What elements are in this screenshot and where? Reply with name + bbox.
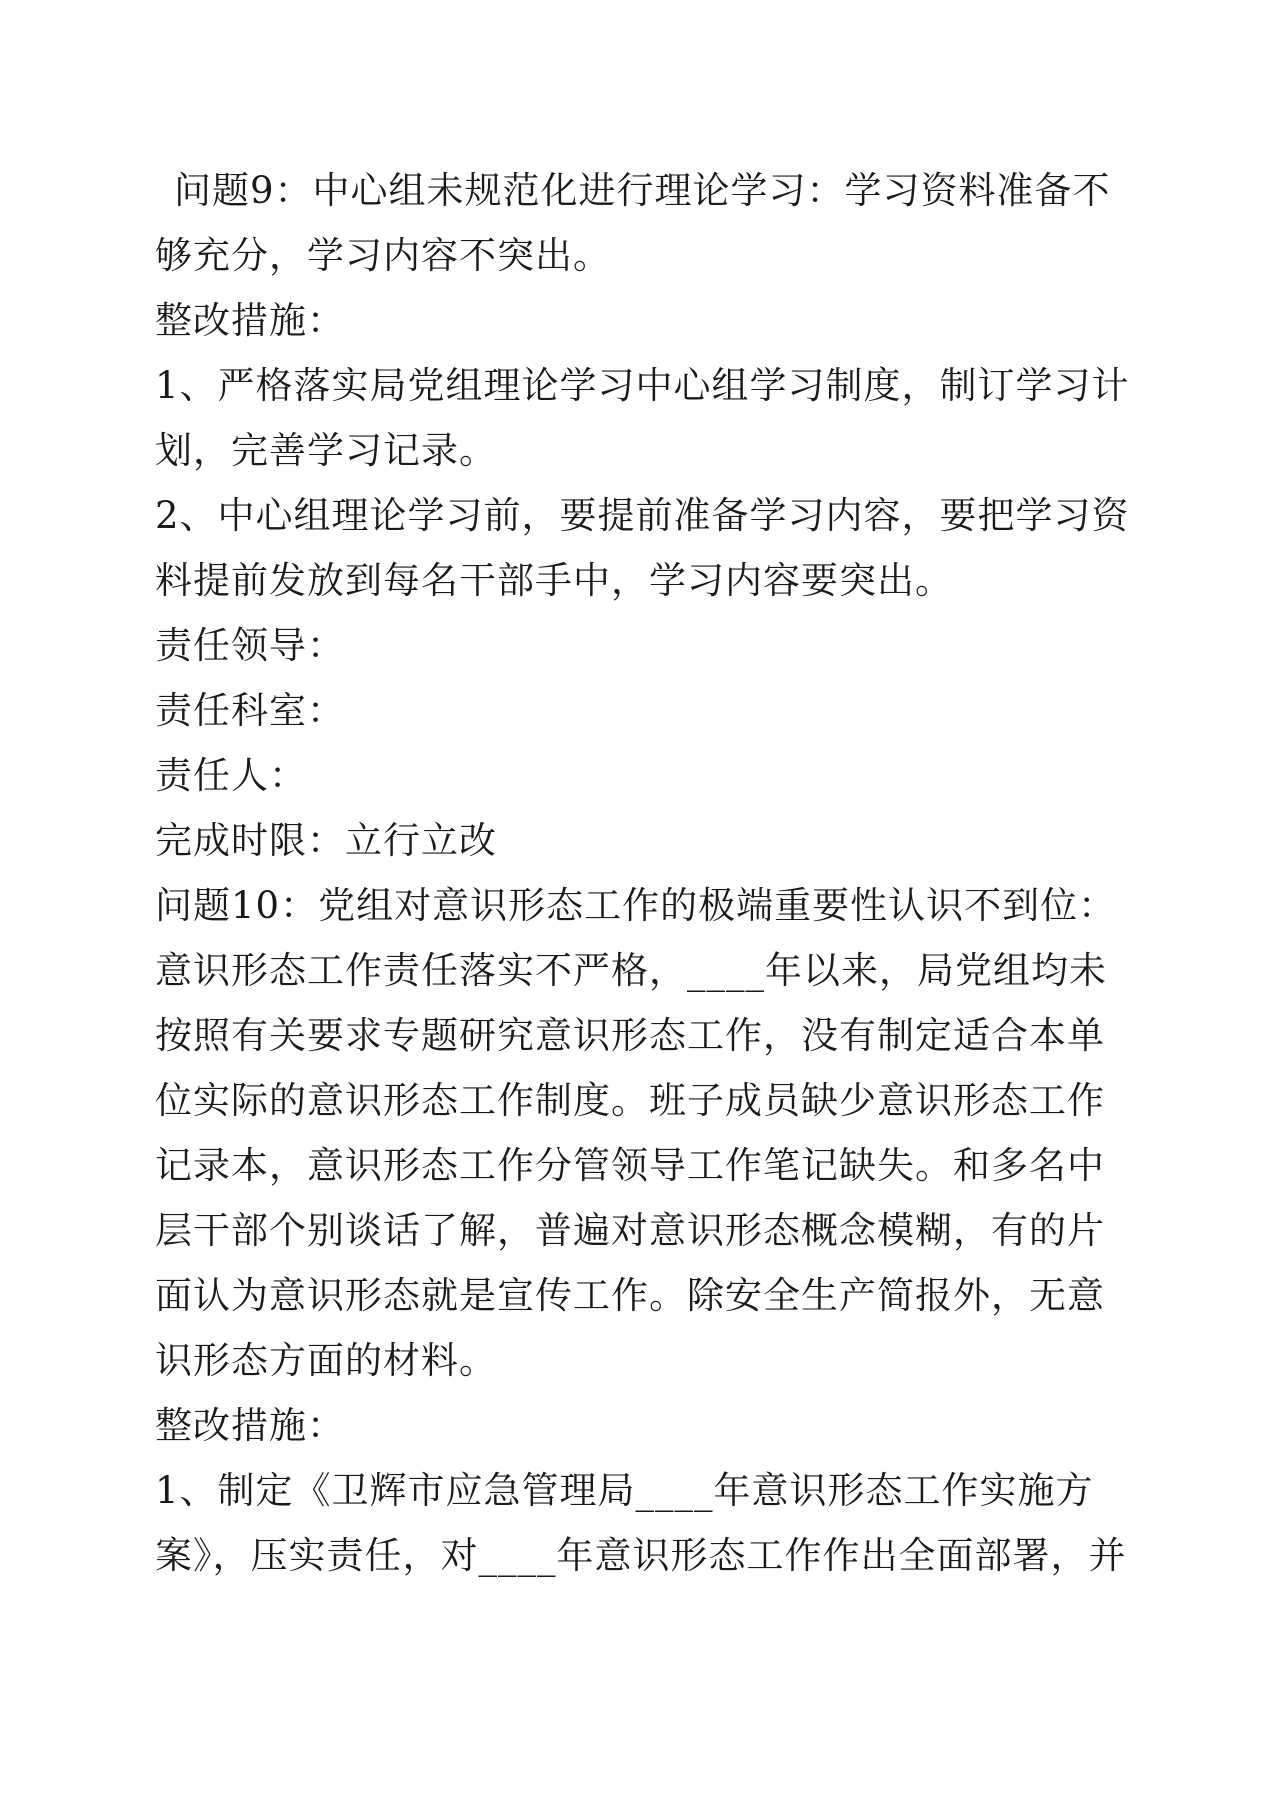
- problem-9-heading-line-2: 够充分，学习内容不突出。: [155, 234, 611, 277]
- measure-2-line-1: 2、中心组理论学习前，要提前准备学习内容，要把学习资: [155, 494, 1130, 537]
- completion-deadline: 完成时限：立行立改: [155, 819, 497, 862]
- measure-1-line-2: 划，完善学习记录。: [155, 429, 497, 472]
- measure-10-1-line-1: 1、制定《卫辉市应急管理局____年意识形态工作实施方: [155, 1469, 1094, 1512]
- rectification-measures-label: 整改措施：: [155, 299, 345, 342]
- problem-10-text-line-5: 层干部个别谈话了解，普遍对意识形态概念模糊，有的片: [155, 1209, 1105, 1252]
- problem-10-text-line-2: 按照有关要求专题研究意识形态工作，没有制定适合本单: [155, 1014, 1105, 1057]
- responsible-department-label: 责任科室：: [155, 689, 345, 732]
- rectification-measures-label-2: 整改措施：: [155, 1404, 345, 1447]
- problem-10-text-line-1: 意识形态工作责任落实不严格，____年以来，局党组均未: [155, 949, 1107, 992]
- problem-10-text-line-6: 面认为意识形态就是宣传工作。除安全生产简报外，无意: [155, 1274, 1105, 1317]
- problem-10-text-line-3: 位实际的意识形态工作制度。班子成员缺少意识形态工作: [155, 1079, 1105, 1122]
- problem-10-heading: 问题10：党组对意识形态工作的极端重要性认识不到位：: [155, 884, 1117, 927]
- measure-10-1-line-2: 案》，压实责任，对____年意识形态工作作出全面部署，并: [155, 1534, 1127, 1577]
- problem-9-heading-line-1: 问题9：中心组未规范化进行理论学习：学习资料准备不: [174, 169, 1111, 212]
- measure-1-line-1: 1、严格落实局党组理论学习中心组学习制度，制订学习计: [155, 364, 1130, 407]
- responsible-leader-label: 责任领导：: [155, 624, 345, 667]
- responsible-person-label: 责任人：: [155, 754, 307, 797]
- problem-10-text-line-4: 记录本，意识形态工作分管领导工作笔记缺失。和多名中: [155, 1144, 1105, 1187]
- measure-2-line-2: 料提前发放到每名干部手中，学习内容要突出。: [155, 559, 953, 602]
- problem-10-text-line-7: 识形态方面的材料。: [155, 1339, 497, 1382]
- document-body: [155, 158, 1135, 1588]
